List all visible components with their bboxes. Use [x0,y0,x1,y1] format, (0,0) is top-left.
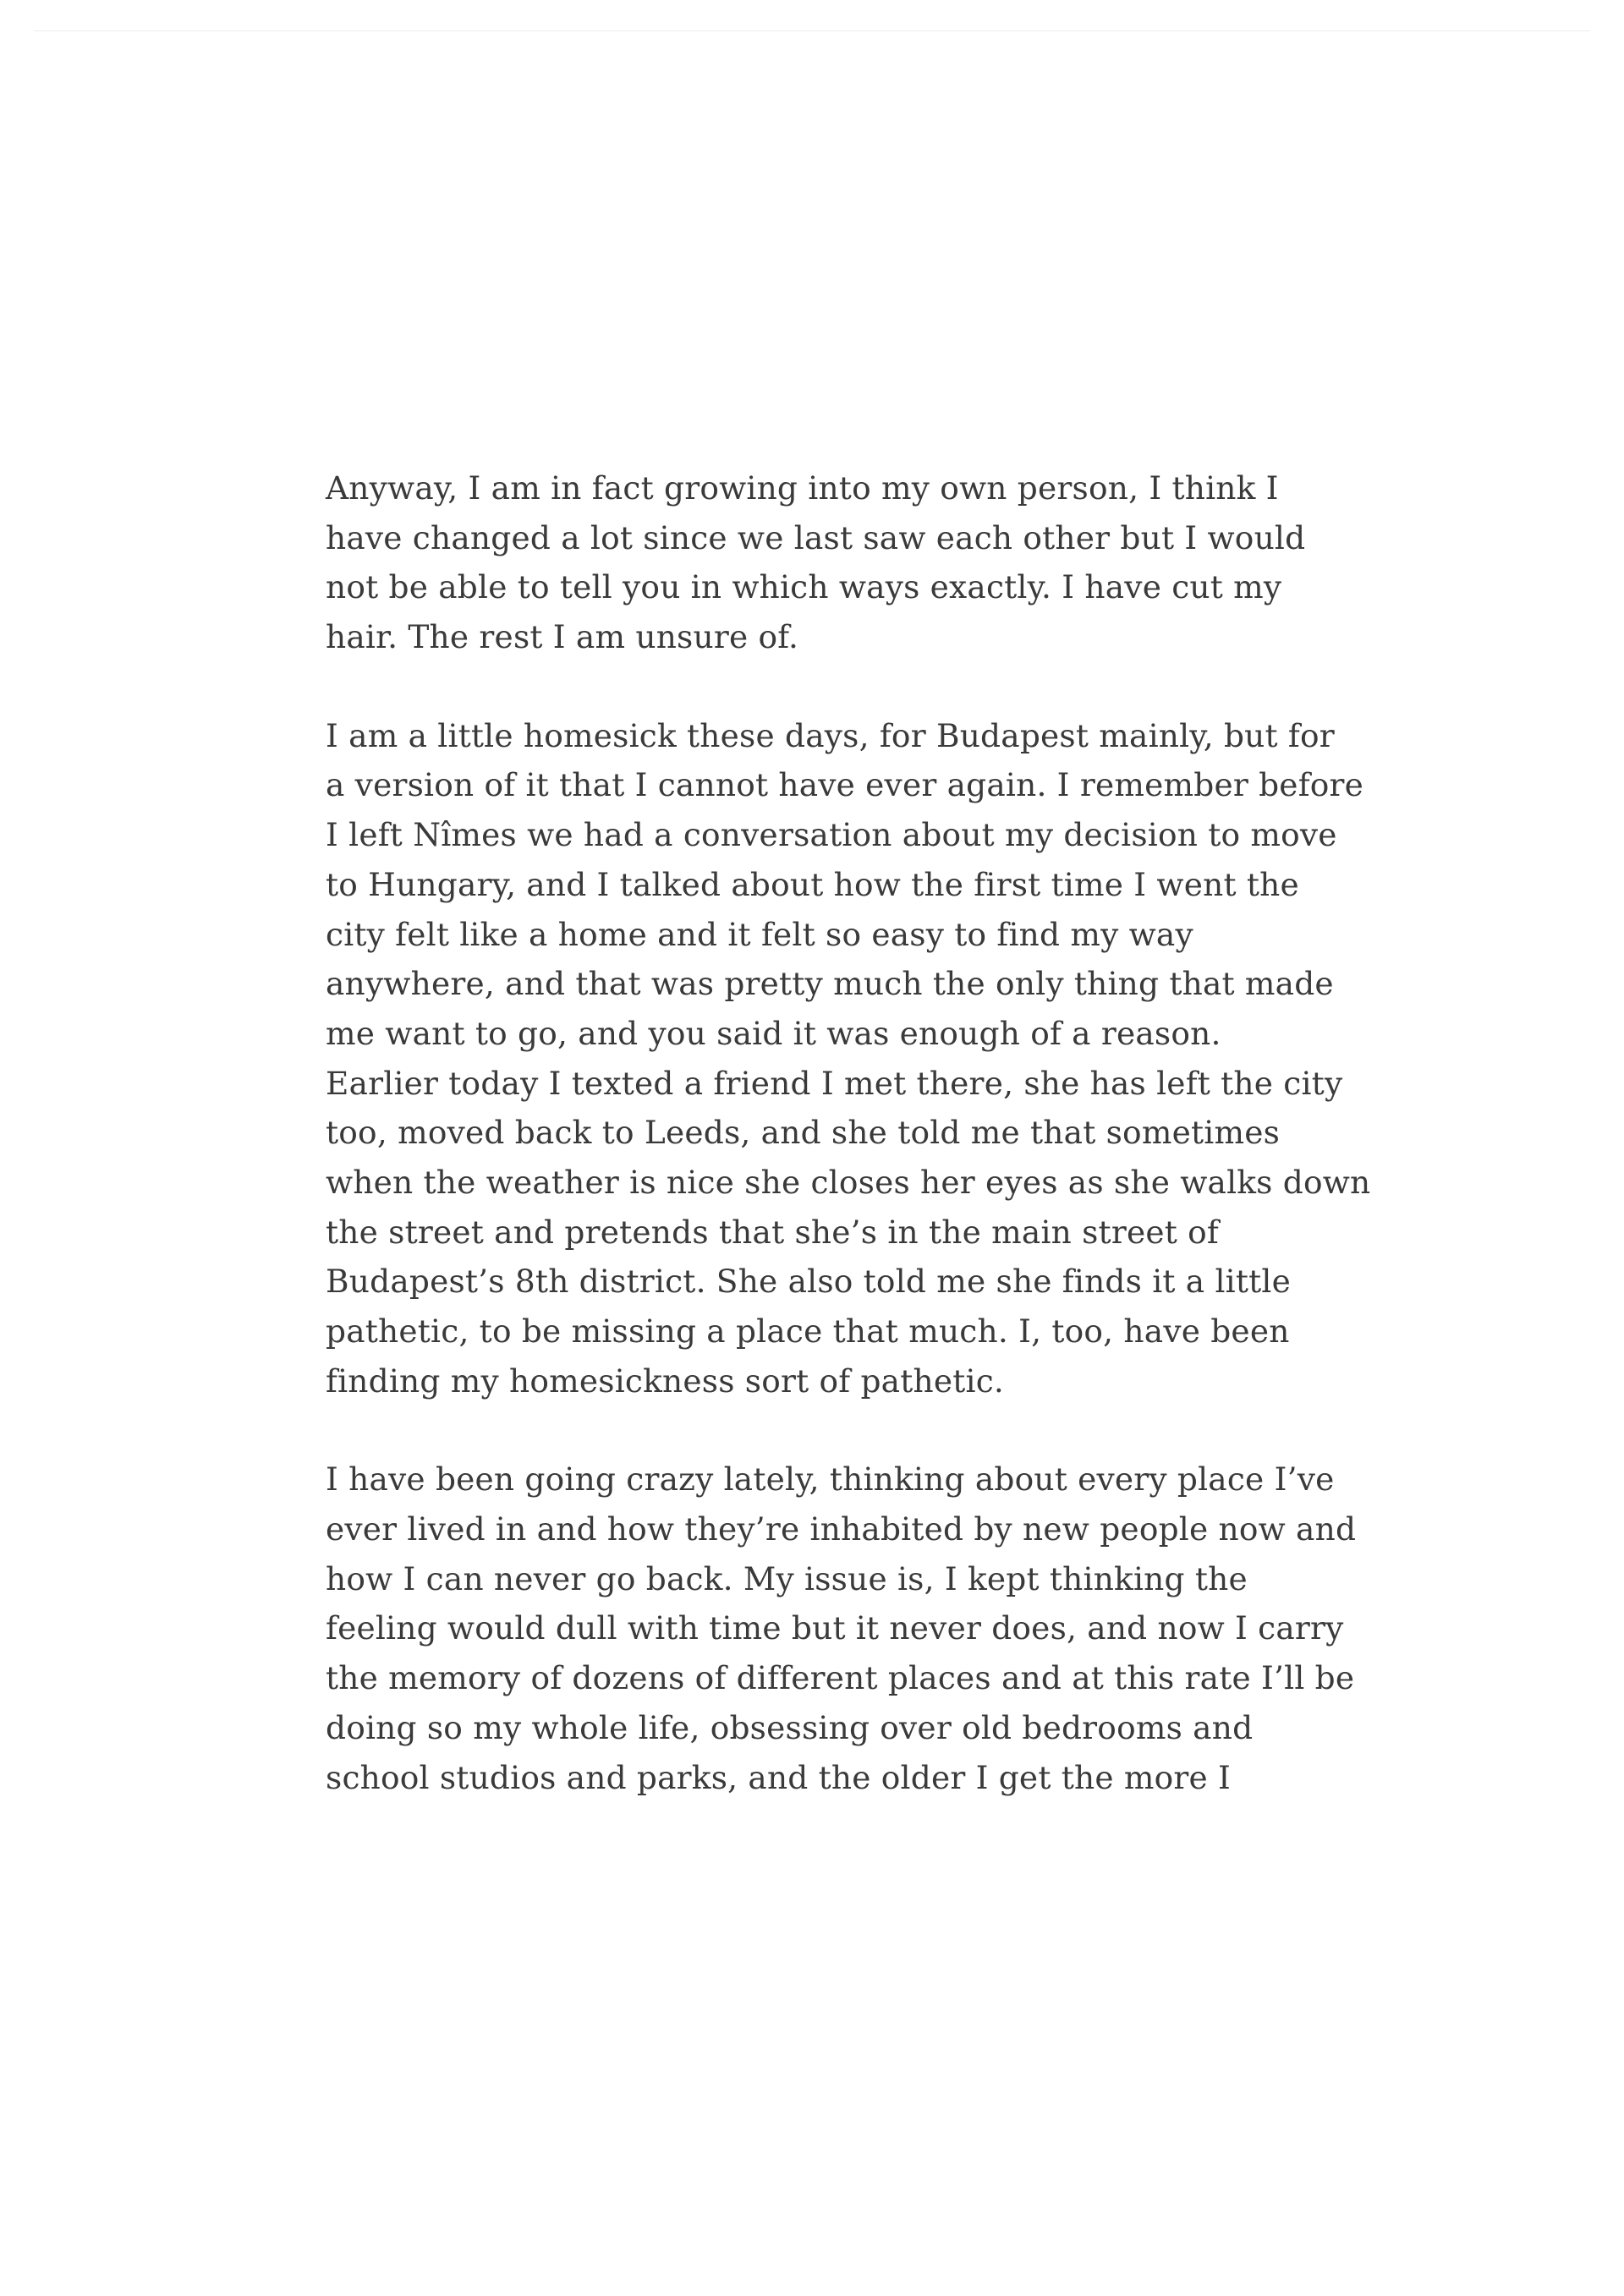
paragraph-3 [326,1455,1357,1802]
paragraph-1 [326,463,1306,662]
text-line: school studios and parks, and the older I get the more I [326,1758,1232,1796]
text-line: to Hungary, and I talked about how the first time I went the [326,865,1299,903]
text-line: not be able to tell you in which ways exactly. I have cut my [326,568,1282,606]
text-line: city felt like a home and it felt so easy to find my way [326,915,1193,953]
text-line: the memory of dozens of different places and at this rate I’ll be [326,1659,1355,1697]
text-line: I am a little homesick these days, for Budapest mainly, but for [326,716,1335,754]
text-line: ever lived in and how they’re inhabited by new people now and [326,1510,1357,1548]
text-line: finding my homesickness sort of pathetic. [326,1362,1005,1400]
text-line: I left Nîmes we had a conversation about my decision to move [326,816,1337,854]
text-line: me want to go, and you said it was enough of a reason. [326,1014,1221,1052]
text-line: feeling would dull with time but it never does, and now I carry [326,1609,1344,1647]
text-line: a version of it that I cannot have ever again. I remember before [326,766,1364,804]
text-line: pathetic, to be missing a place that much. I, too, have been [326,1312,1290,1350]
text-line: I have been going crazy lately, thinking about every place I’ve [326,1460,1335,1499]
text-line: the street and pretends that she’s in the main street of [326,1213,1219,1251]
text-line: hair. The rest I am unsure of. [326,618,799,656]
text-line: Anyway, I am in fact growing into my own person, I think I [326,469,1279,507]
text-line: when the weather is nice she closes her eyes as she walks down [326,1163,1371,1201]
scan-edge [34,30,1590,31]
letter-body [326,463,1371,1851]
text-line: anywhere, and that was pretty much the only thing that made [326,965,1334,1003]
text-line: Budapest’s 8th district. She also told me she finds it a little [326,1263,1291,1301]
text-line: doing so my whole life, obsessing over old bedrooms and [326,1708,1254,1746]
text-line: have changed a lot since we last saw each other but I would [326,518,1306,556]
text-line: Earlier today I texted a friend I met there, she has left the city [326,1064,1343,1102]
paragraph-2 [326,711,1371,1406]
text-line: how I can never go back. My issue is, I kept thinking the [326,1559,1248,1597]
text-line: too, moved back to Leeds, and she told me that sometimes [326,1114,1281,1152]
